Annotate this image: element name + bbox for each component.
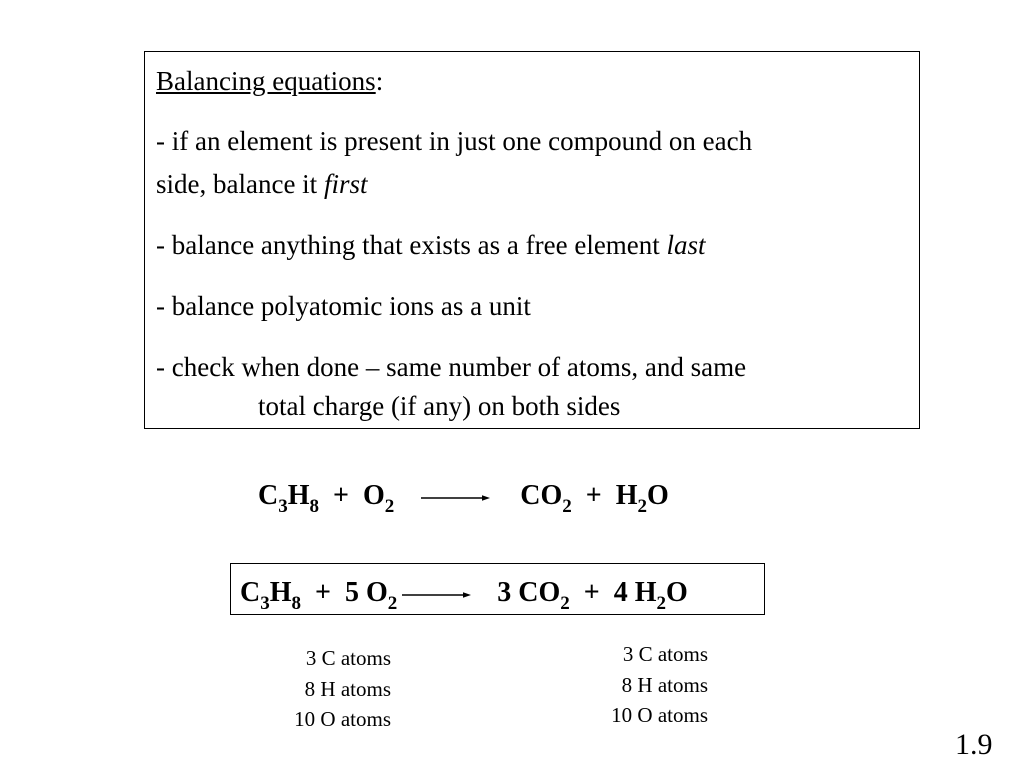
unbalanced-plus-2: + xyxy=(585,480,602,511)
carbon-dioxide-symbol: CO xyxy=(520,480,563,511)
slide-number: 1.9 xyxy=(955,728,993,761)
balanced-carbon-dioxide-subscript: 2 xyxy=(560,593,570,614)
balancing-rules-box xyxy=(144,51,920,429)
reactant-oxygen-count: 10 O atoms xyxy=(294,707,391,731)
balanced-plus-1: + xyxy=(315,577,331,608)
rule-polyatomic-text: - balance polyatomic ions as a unit xyxy=(156,291,531,321)
rules-title: Balancing equations xyxy=(156,66,376,96)
propane-carbon-symbol: C xyxy=(258,480,279,511)
rule-check-line-1: - check when done – same number of atoms, and same xyxy=(156,352,747,382)
balanced-propane-carbon-subscript: 3 xyxy=(260,593,270,614)
rule-first-continuation: side, balance it xyxy=(156,169,324,199)
balanced-carbon-dioxide xyxy=(497,577,570,614)
unbalanced-carbon-dioxide xyxy=(520,480,572,517)
rule-last-text: - balance anything that exists as a free element xyxy=(156,230,667,260)
oxygen-symbol: O xyxy=(362,480,385,511)
propane-hydrogen-symbol: H xyxy=(287,480,310,511)
reaction-arrow-icon xyxy=(421,482,491,514)
reactant-hydrogen-count: 8 H atoms xyxy=(304,676,391,701)
balanced-propane-carbon-symbol: C xyxy=(240,577,261,608)
unbalanced-water xyxy=(615,480,669,517)
unbalanced-plus-1: + xyxy=(333,480,349,511)
balanced-water-coefficient: 4 xyxy=(613,577,628,608)
balanced-carbon-dioxide-coefficient: 3 xyxy=(497,577,512,608)
balanced-reaction-arrow-icon xyxy=(402,579,472,611)
propane-carbon-subscript: 3 xyxy=(278,496,288,517)
reactant-carbon-count: 3 C atoms xyxy=(305,646,391,670)
rule-first-line-1: - if an element is present in just one compound on each xyxy=(156,126,753,156)
balanced-oxygen-coefficient: 5 xyxy=(344,577,359,608)
balanced-propane-hydrogen-symbol: H xyxy=(269,577,292,608)
balanced-water-oxygen-symbol: O xyxy=(666,577,688,608)
rules-heading xyxy=(156,62,909,101)
carbon-dioxide-subscript: 2 xyxy=(562,496,572,517)
rule-last-emphasis: last xyxy=(666,230,706,260)
rule-check-line-2: total charge (if any) on both sides xyxy=(258,391,621,421)
reactant-atom-counts xyxy=(270,643,391,735)
balanced-water xyxy=(613,577,688,614)
oxygen-subscript: 2 xyxy=(384,496,395,517)
balanced-oxygen xyxy=(344,577,398,614)
rule-item-check xyxy=(156,348,909,426)
unbalanced-equation xyxy=(258,480,669,517)
product-carbon-count: 3 C atoms xyxy=(622,642,708,666)
propane-hydrogen-subscript: 8 xyxy=(309,496,320,517)
balanced-propane xyxy=(240,577,302,614)
rules-title-colon: : xyxy=(375,66,384,96)
product-hydrogen-count: 8 H atoms xyxy=(621,672,708,697)
balanced-plus-2: + xyxy=(583,577,600,608)
product-atom-counts xyxy=(586,639,708,731)
product-oxygen-count: 10 O atoms xyxy=(611,703,708,727)
rule-item-polyatomic xyxy=(156,287,909,326)
balanced-oxygen-symbol: O xyxy=(365,577,388,608)
water-hydrogen-subscript: 2 xyxy=(637,496,648,517)
rule-first-emphasis: first xyxy=(323,169,368,199)
rule-item-last xyxy=(156,226,909,265)
rule-first-line-2 xyxy=(156,165,909,204)
unbalanced-propane xyxy=(258,480,320,517)
water-hydrogen-symbol: H xyxy=(615,480,638,511)
balanced-equation xyxy=(240,577,688,614)
balanced-carbon-dioxide-symbol: CO xyxy=(518,577,561,608)
water-oxygen-symbol: O xyxy=(647,480,669,511)
rule-item-first xyxy=(156,122,909,204)
balanced-water-hydrogen-symbol: H xyxy=(634,577,657,608)
unbalanced-oxygen xyxy=(362,480,395,517)
balanced-propane-hydrogen-subscript: 8 xyxy=(291,593,302,614)
balanced-oxygen-subscript: 2 xyxy=(387,593,398,614)
balanced-water-hydrogen-subscript: 2 xyxy=(656,593,667,614)
